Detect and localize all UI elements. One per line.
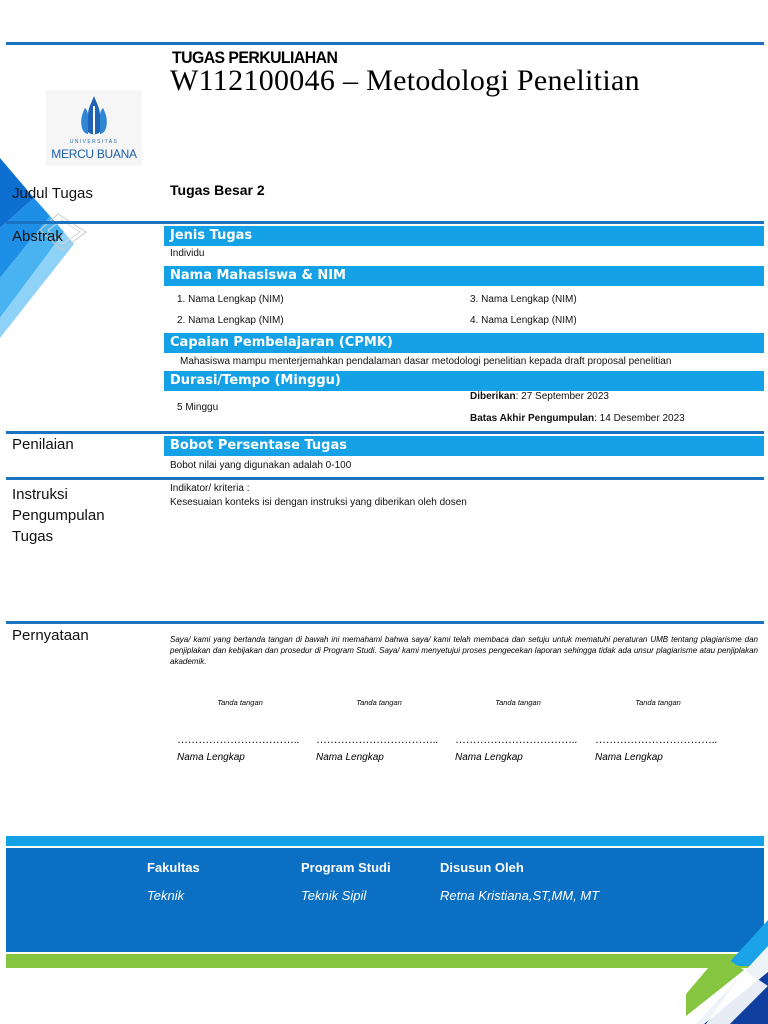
header-top-rule — [6, 42, 764, 45]
batas-row — [470, 413, 685, 424]
signature-line: …………………………….. — [455, 734, 577, 746]
section-jenis-tugas: Jenis Tugas — [164, 226, 764, 246]
signature-name: Nama Lengkap — [316, 752, 384, 763]
student-item: 2. Nama Lengkap (NIM) — [177, 315, 284, 326]
section-cpmk: Capaian Pembelajaran (CPMK) — [164, 333, 764, 353]
diberikan-row — [470, 391, 609, 402]
cpmk-value: Mahasiswa mampu menterjemahkan pendalaman dasar metodologi penelitian kepada draft proposal penelitian — [180, 356, 672, 367]
rule-instruksi — [6, 477, 764, 480]
logo-small-text: UNIVERSITAS — [69, 139, 119, 145]
signature-name: Nama Lengkap — [595, 752, 663, 763]
label-instruksi: Instruksi Pengumpulan Tugas — [12, 486, 105, 545]
logo-name: MERCU BUANA — [51, 147, 137, 161]
university-logo — [46, 90, 142, 166]
signature-caption: Tanda tangan — [635, 698, 681, 707]
signature-name: Nama Lengkap — [455, 752, 523, 763]
student-item: 3. Nama Lengkap (NIM) — [470, 294, 577, 305]
diberikan-label: Diberikan — [470, 391, 516, 402]
footer — [6, 848, 764, 952]
rule-abstrak — [6, 221, 764, 224]
footer-penyusun-value: Retna Kristiana,ST,MM, MT — [440, 888, 600, 903]
university-logo-icon — [78, 94, 110, 138]
signature-block — [316, 698, 456, 763]
corner-decoration — [686, 920, 768, 1024]
label-penilaian: Penilaian — [12, 436, 74, 453]
instruksi-line-2: Kesesuaian konteks isi dengan instruksi yang diberikan oleh dosen — [170, 497, 467, 508]
signature-line: …………………………….. — [316, 734, 438, 746]
section-durasi: Durasi/Tempo (Minggu) — [164, 371, 764, 391]
batas-value: : 14 Desember 2023 — [594, 413, 685, 424]
signature-name: Nama Lengkap — [177, 752, 245, 763]
footer-top-stripe — [6, 836, 764, 846]
signature-block — [177, 698, 317, 763]
label-pernyataan: Pernyataan — [12, 627, 89, 644]
signature-caption: Tanda tangan — [356, 698, 402, 707]
signature-line: …………………………….. — [595, 734, 717, 746]
bobot-value: Bobot nilai yang digunakan adalah 0-100 — [170, 460, 352, 471]
jenis-value: Individu — [170, 248, 205, 259]
diberikan-value: : 27 September 2023 — [515, 391, 609, 402]
document-kind: TUGAS PERKULIAHAN — [172, 48, 338, 67]
rule-penilaian — [6, 431, 764, 434]
label-judul-tugas: Judul Tugas — [12, 185, 93, 202]
footer-prodi-label: Program Studi — [301, 860, 391, 875]
course-title: W112100046 – Metodologi Penelitian — [170, 64, 640, 97]
statement-text: Saya/ kami yang bertanda tangan di bawah ini memahami bahwa saya/ kami telah membaca dan setuju untuk mematuhi peraturan UMB tentang plagiarisme dan penjiplakan dan kebijakan dan prosedur di Program Studi. Saya/ kami menyetujui proses pengecekan laporan sehingga tidak ada unsur plagiarisme atau penjiplakan akademik. — [170, 635, 758, 666]
footer-fakultas-label: Fakultas — [147, 860, 200, 875]
footer-green-stripe — [6, 954, 764, 968]
student-item: 4. Nama Lengkap (NIM) — [470, 315, 577, 326]
signature-block — [595, 698, 735, 763]
instruksi-line-1: Indikator/ kriteria : — [170, 483, 250, 494]
durasi-value: 5 Minggu — [177, 402, 219, 413]
judul-value: Tugas Besar 2 — [170, 182, 265, 198]
footer-penyusun-label: Disusun Oleh — [440, 860, 524, 875]
rule-pernyataan — [6, 621, 764, 624]
section-bobot: Bobot Persentase Tugas — [164, 436, 764, 456]
signature-caption: Tanda tangan — [217, 698, 263, 707]
footer-fakultas-value: Teknik — [147, 888, 185, 903]
batas-label: Batas Akhir Pengumpulan — [470, 413, 595, 424]
label-abstrak: Abstrak — [12, 228, 63, 245]
signature-line: …………………………….. — [177, 734, 299, 746]
signature-caption: Tanda tangan — [495, 698, 541, 707]
signature-block — [455, 698, 595, 763]
student-item: 1. Nama Lengkap (NIM) — [177, 294, 284, 305]
footer-prodi-value: Teknik Sipil — [301, 888, 367, 903]
section-nama-mahasiswa: Nama Mahasiswa & NIM — [164, 266, 764, 286]
